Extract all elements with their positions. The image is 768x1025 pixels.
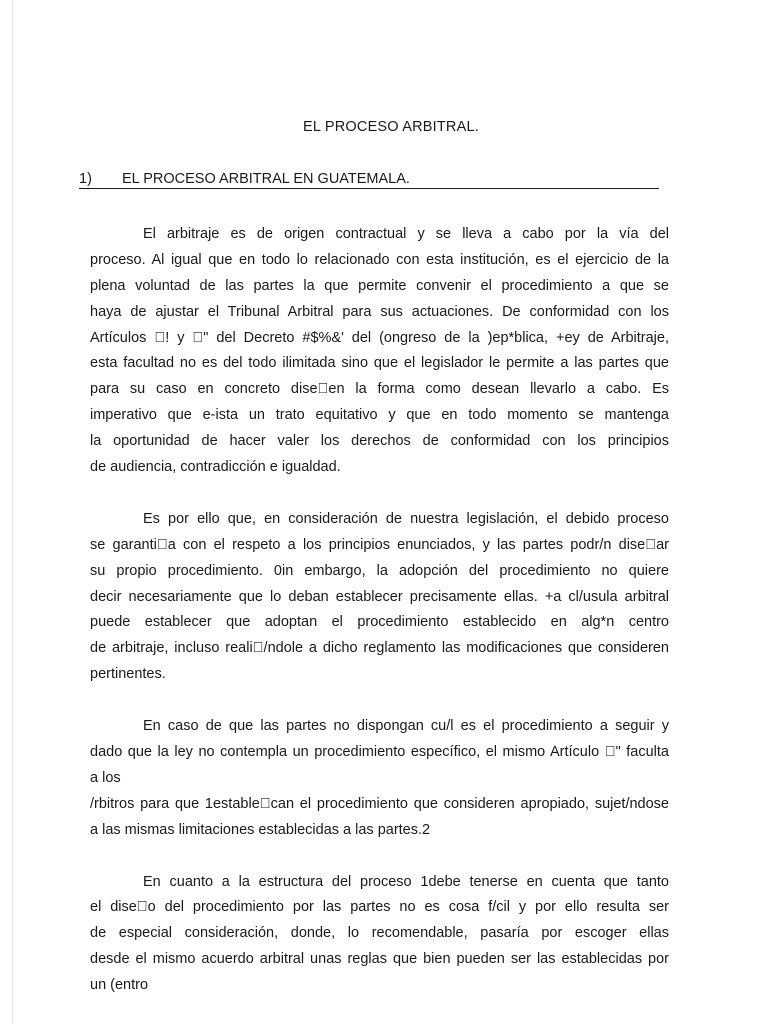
- paragraph-line: El arbitraje es de origen contractual y se lleva a cabo por la vía del: [143, 226, 669, 242]
- paragraph-line: a los: [90, 769, 121, 786]
- document-body: [90, 222, 669, 1025]
- paragraph-line: proceso. Al igual que en todo lo relacionado con esta institución, es el ejercicio de la: [90, 251, 669, 268]
- paragraph-line: su propio procedimiento. 0in embargo, la adopción del procedimiento no quiere: [90, 562, 669, 579]
- paragraph-line: de arbitraje, incluso reali /ndole a dicho reglamento las modificaciones que consideren: [90, 640, 669, 657]
- paragraph-line: Artículos  ! y  " del Decreto #$%&' del (ongreso de la )ep*blica, +ey de Arbitraje,: [90, 329, 669, 346]
- paragraph-line: el dise o del procedimiento por las partes no es cosa f/cil y por ello resulta ser: [90, 899, 669, 916]
- section-number: 1): [79, 171, 92, 187]
- paragraph-line: de audiencia, contradicción e igualdad.: [90, 459, 341, 476]
- paragraph-line: de especial consideración, donde, lo recomendable, pasaría por escoger ellas: [90, 925, 669, 942]
- paragraph-line: decir necesariamente que lo deban establecer precisamente ellas. +a cl/usula arbitral: [90, 588, 669, 605]
- paragraph-line: dado que la ley no contempla un procedimiento específico, el mismo Artículo  " faculta: [90, 744, 669, 761]
- paragraph-line: para su caso en concreto dise en la forma como desean llevarlo a cabo. Es: [90, 381, 669, 398]
- paragraph-line: un (entro: [90, 977, 149, 994]
- paragraph-1: [90, 222, 669, 481]
- paragraph-line: pertinentes.: [90, 666, 166, 683]
- paragraph-2: [90, 507, 669, 688]
- paragraph-line: a las mismas limitaciones establecidas a las partes.2: [90, 821, 431, 838]
- paragraph-3: [90, 714, 669, 843]
- paragraph-line: plena voluntad de las partes la que permite convenir el procedimiento a que se: [90, 277, 669, 294]
- document-title: EL PROCESO ARBITRAL.: [303, 119, 479, 135]
- paragraph-4: [90, 870, 669, 999]
- paragraph-line: se garanti a con el respeto a los principios enunciados, y las partes podr/n dise ar: [90, 536, 669, 553]
- section-heading: [79, 171, 659, 189]
- paragraph-line: Es por ello que, en consideración de nuestra legislación, el debido proceso: [143, 510, 669, 527]
- paragraph-line: En cuanto a la estructura del proceso 1debe tenerse en cuenta que tanto: [143, 873, 669, 890]
- paragraph-line: /rbitros para que 1estable can el procedimiento que consideren apropiado, sujet/ndose: [90, 795, 669, 812]
- paragraph-line: puede establecer que adoptan el procedimiento establecido en alg*n centro: [90, 614, 669, 631]
- paragraph-line: esta facultad no es del todo ilimitada sino que el legislador le permite a las partes que: [90, 355, 669, 372]
- paragraph-line: la oportunidad de hacer valer los derechos de conformidad con los principios: [90, 433, 669, 450]
- paragraph-line: En caso de que las partes no dispongan cu/l es el procedimiento a seguir y: [143, 718, 669, 735]
- section-heading-text: EL PROCESO ARBITRAL EN GUATEMALA.: [122, 171, 410, 187]
- paragraph-line: imperativo que e-ista un trato equitativo y que en todo momento se mantenga: [90, 407, 669, 424]
- paragraph-line: haya de ajustar el Tribunal Arbitral para sus actuaciones. De conformidad con los: [90, 303, 669, 320]
- paragraph-line: desde el mismo acuerdo arbitral unas reglas que bien pueden ser las establecidas por: [90, 951, 669, 968]
